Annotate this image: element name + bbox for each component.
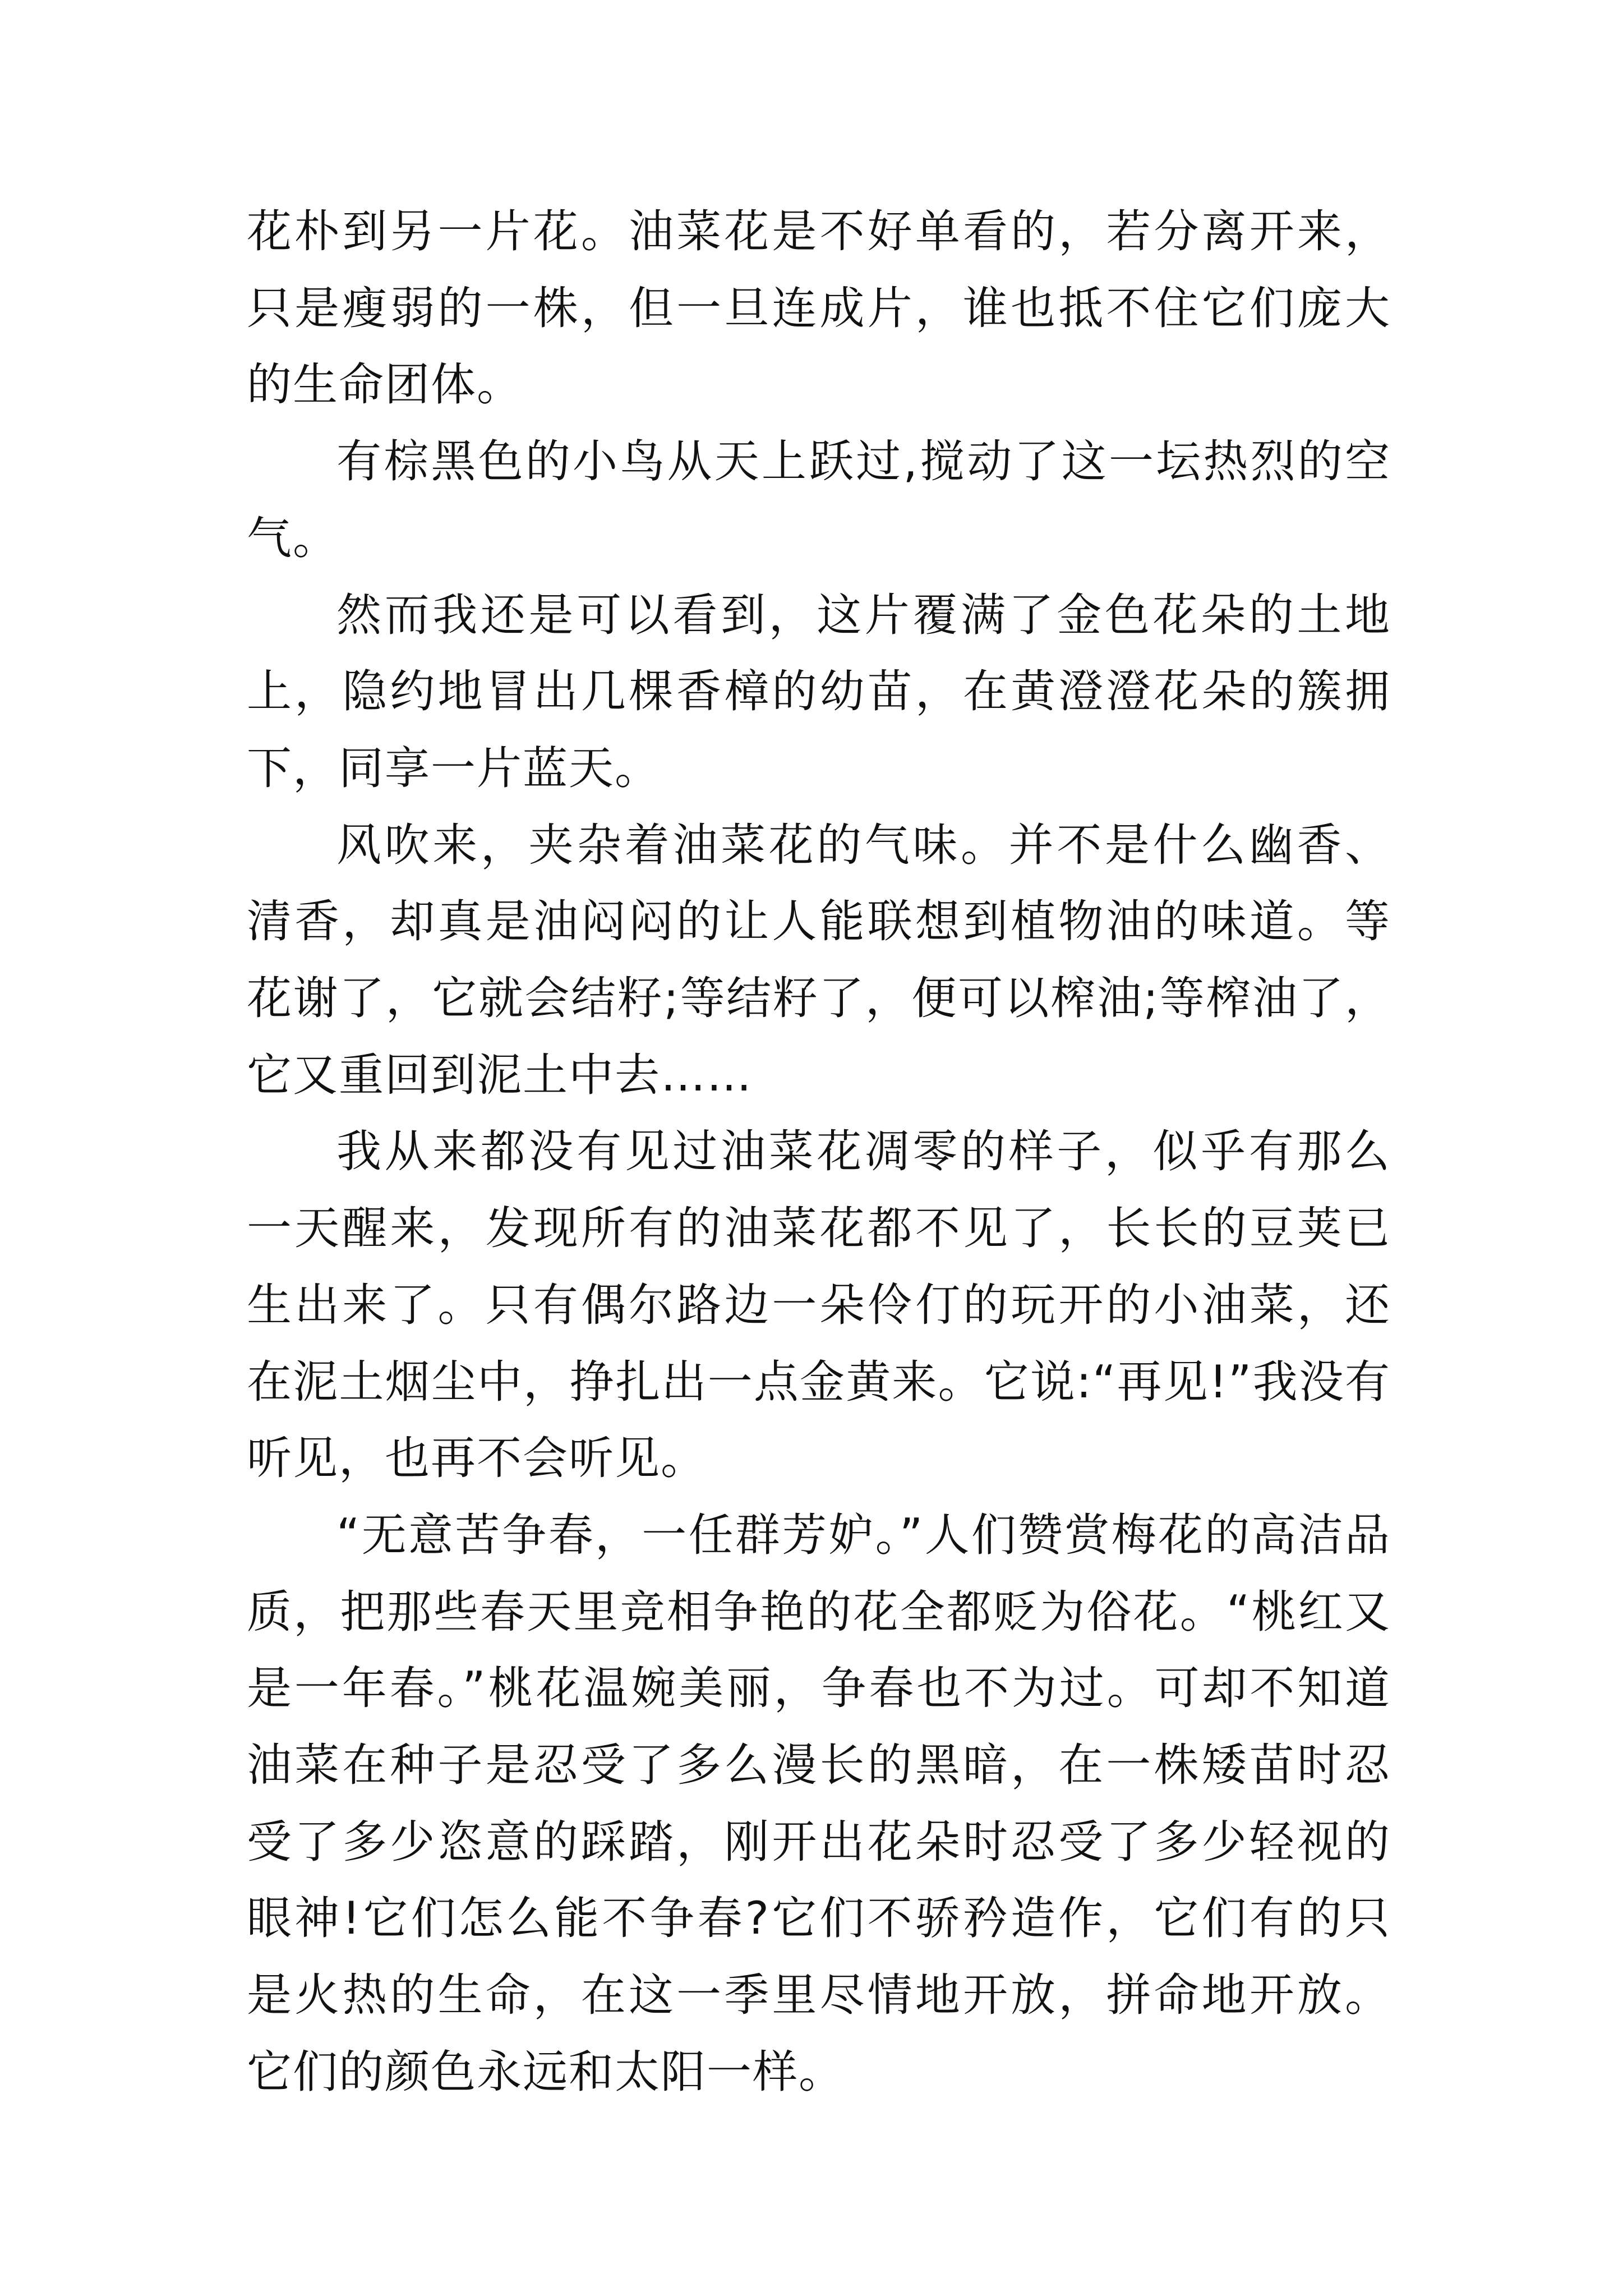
paragraph-6: “无意苦争春，一任群芳妒。”人们赞赏梅花的高洁品质，把那些春天里竞相争艳的花全都贬为俗花。“桃红又是一年春。”桃花温婉美丽，争春也不为过。可却不知道油菜在种子是忍受了多么漫长的黑暗，在一株矮苗时忍受了多少恣意的踩踏，刚开出花朵时忍受了多少轻视的眼神!它们怎么能不争春?它们不骄矜造作，它们有的只是火热的生命，在这一季里尽情地开放，拼命地开放。它们的颜色永远和太阳一样。 bbox=[247, 1508, 1391, 2098]
paragraph-1: 花朴到另一片花。油菜花是不好单看的，若分离开来，只是瘦弱的一株，但一旦连成片，谁也抵不住它们庞大的生命团体。 bbox=[247, 205, 1391, 411]
paragraph-2: 有棕黑色的小鸟从天上跃过,搅动了这一坛热烈的空气。 bbox=[247, 435, 1391, 564]
paragraph-4: 风吹来，夹杂着油菜花的气味。并不是什么幽香、清香，却真是油闷闷的让人能联想到植物油的味道。等花谢了，它就会结籽;等结籽了，便可以榨油;等榨油了，它又重回到泥土中去…… bbox=[247, 818, 1391, 1101]
document-body bbox=[247, 194, 1391, 2111]
paragraph-3: 然而我还是可以看到，这片覆满了金色花朵的土地上，隐约地冒出几棵香樟的幼苗，在黄澄澄花朵的簇拥下，同享一片蓝天。 bbox=[247, 588, 1391, 794]
paragraph-5: 我从来都没有见过油菜花凋零的样子，似乎有那么一天醒来，发现所有的油菜花都不见了，长长的豆荚已生出来了。只有偶尔路边一朵伶仃的玩开的小油菜，还在泥土烟尘中，挣扎出一点金黄来。它说:“再见!”我没有听见，也再不会听见。 bbox=[247, 1125, 1391, 1485]
